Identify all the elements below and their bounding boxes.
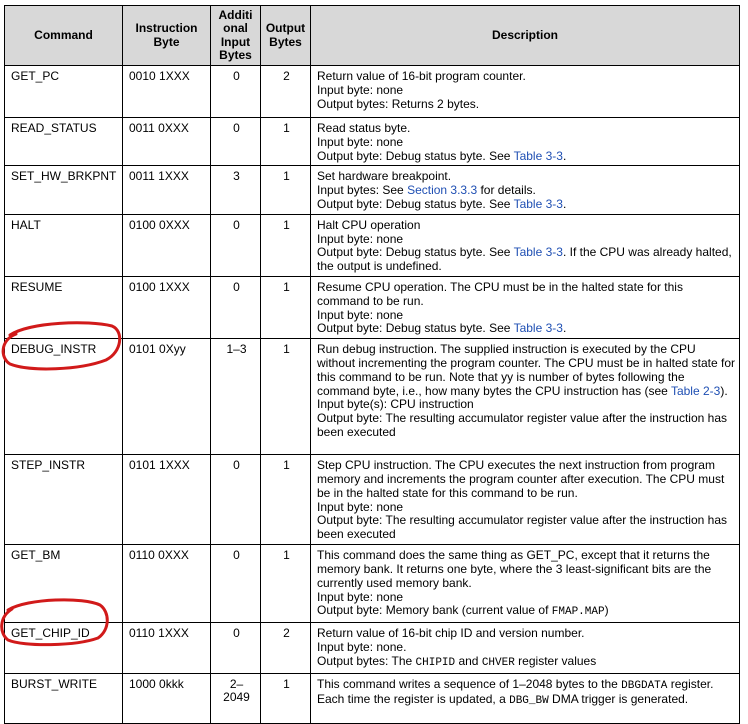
- desc-input: Input byte: none.: [317, 639, 407, 654]
- desc-text: [317, 343, 735, 398]
- desc-text-main: Run debug instruction. The supplied instruction is executed by the CPU without incrementing the program counter. The CPU must be in halted state for this command to be run. Note that yy is number of bytes following the command byte, i.e., how many bytes the CPU instruction has (see: [317, 342, 735, 398]
- desc-text: Read status byte.: [317, 121, 411, 135]
- desc-text-tail: ).: [720, 383, 728, 398]
- input-bytes: 0: [211, 66, 261, 118]
- desc-input-tail: for details.: [477, 183, 536, 198]
- desc-output-text: Output byte: Debug status byte. See: [317, 245, 514, 260]
- header-command: Command: [5, 6, 123, 66]
- desc-input: Input byte: none: [317, 134, 404, 149]
- header-output-bytes: Output Bytes: [261, 6, 311, 66]
- command-name: HALT: [5, 214, 123, 276]
- input-bytes: 1–3: [211, 339, 261, 455]
- desc-output-tail: register values: [514, 653, 597, 668]
- description: [311, 166, 740, 214]
- instruction-byte: 1000 0kkk: [123, 673, 211, 723]
- desc-input: [317, 184, 735, 198]
- command-name: BURST_WRITE: [5, 673, 123, 723]
- description: [311, 339, 740, 455]
- dbgdata-code: DBGDATA: [621, 679, 668, 692]
- output-bytes: 2: [261, 66, 311, 118]
- command-name: READ_STATUS: [5, 118, 123, 166]
- desc-input: Input byte: none: [317, 307, 404, 322]
- command-name: DEBUG_INSTR: [5, 339, 123, 455]
- input-bytes: 0: [211, 276, 261, 338]
- desc-text: Resume CPU operation. The CPU must be in the halted state for this command to be run.: [317, 279, 683, 308]
- command-name: STEP_INSTR: [5, 455, 123, 545]
- output-bytes: 1: [261, 276, 311, 338]
- dbg-bw-code: DBG_BW: [509, 695, 549, 708]
- desc-output-tail: . If the CPU was already halted, the output is undefined.: [317, 245, 732, 274]
- command-name: GET_CHIP_ID: [5, 623, 123, 673]
- desc-text: Set hardware breakpoint.: [317, 169, 452, 184]
- desc-text: Step CPU instruction. The CPU executes the next instruction from program memory and increments the program counter after execution. The CPU must be in the halted state for this command to be run.: [317, 458, 725, 500]
- output-bytes: 2: [261, 623, 311, 673]
- header-instruction-byte: Instruction Byte: [123, 6, 211, 66]
- table-row: [5, 66, 740, 118]
- output-bytes: 1: [261, 545, 311, 623]
- desc-input: Input byte: none: [317, 499, 404, 514]
- desc-input: Input byte: none: [317, 82, 404, 97]
- chver-code: CHVER: [481, 656, 515, 669]
- table-row: [5, 276, 740, 338]
- table-3-3-link[interactable]: Table 3-3: [513, 196, 563, 211]
- input-bytes: 0: [211, 214, 261, 276]
- description: [311, 276, 740, 338]
- command-name: RESUME: [5, 276, 123, 338]
- output-bytes: 1: [261, 339, 311, 455]
- desc-output: [317, 150, 735, 164]
- output-bytes: 1: [261, 214, 311, 276]
- desc-output: [317, 604, 735, 620]
- description: [311, 623, 740, 673]
- desc-output-tail: .: [562, 196, 567, 211]
- instruction-byte: 0101 1XXX: [123, 455, 211, 545]
- fmap-map-code: FMAP.MAP: [551, 606, 605, 619]
- desc-input-text: Input bytes: See: [317, 183, 408, 198]
- description: [311, 545, 740, 623]
- chipid-code: CHIPID: [415, 656, 456, 669]
- instruction-byte: 0011 0XXX: [123, 118, 211, 166]
- desc-text: This command does the same thing as GET_PC, except that it returns the memory bank. It returns one byte, where the 3 least-significant bits are the currently used memory bank.: [317, 548, 712, 590]
- input-bytes: 0: [211, 455, 261, 545]
- output-bytes: 1: [261, 455, 311, 545]
- desc-output: Output byte: The resulting accumulator register value after the instruction has been executed: [317, 411, 727, 439]
- output-bytes: 1: [261, 673, 311, 723]
- table-row: [5, 545, 740, 623]
- input-bytes: 3: [211, 166, 261, 214]
- command-table: [4, 5, 740, 724]
- table-row: [5, 118, 740, 166]
- desc-output-text: Output byte: Memory bank (current value of: [317, 603, 552, 618]
- description: [311, 118, 740, 166]
- table-row: [5, 166, 740, 214]
- command-name: GET_PC: [5, 66, 123, 118]
- desc-input: Input byte: none: [317, 231, 404, 246]
- desc-output: [317, 198, 735, 212]
- desc-output-tail: .: [562, 321, 567, 336]
- instruction-byte: 0011 1XXX: [123, 166, 211, 214]
- command-name: SET_HW_BRKPNT: [5, 166, 123, 214]
- description: [311, 455, 740, 545]
- instruction-byte: 0010 1XXX: [123, 66, 211, 118]
- desc-output-text: Output byte: Debug status byte. See: [317, 321, 514, 336]
- instruction-byte: 0101 0Xyy: [123, 339, 211, 455]
- description: [311, 673, 740, 723]
- desc-text: Return value of 16-bit chip ID and version number.: [317, 626, 585, 641]
- header-description: Description: [311, 6, 740, 66]
- command-name: GET_BM: [5, 545, 123, 623]
- table-3-3-link[interactable]: Table 3-3: [513, 321, 563, 336]
- table-row: [5, 455, 740, 545]
- desc-output-text: Output byte: Debug status byte. See: [317, 196, 514, 211]
- instruction-byte: 0100 0XXX: [123, 214, 211, 276]
- desc-output: [317, 322, 735, 336]
- desc-output-text: Output byte: Debug status byte. See: [317, 148, 514, 163]
- table-row: [5, 339, 740, 455]
- desc-output: Output byte: The resulting accumulator register value after the instruction has been executed: [317, 513, 727, 542]
- instruction-byte: 0110 0XXX: [123, 545, 211, 623]
- output-bytes: 1: [261, 166, 311, 214]
- output-bytes: 1: [261, 118, 311, 166]
- desc-text: [317, 678, 735, 710]
- desc-output-tail: ): [604, 603, 609, 618]
- desc-output-mid: and: [455, 653, 482, 668]
- header-additional-input-bytes: Additi onal Input Bytes: [211, 6, 261, 66]
- table-2-3-link[interactable]: Table 2-3: [670, 383, 721, 398]
- instruction-byte: 0110 1XXX: [123, 623, 211, 673]
- desc-output: Output bytes: Returns 2 bytes.: [317, 96, 480, 111]
- section-3-3-3-link[interactable]: Section 3.3.3: [407, 183, 478, 198]
- desc-output: [317, 655, 735, 671]
- desc-text: Return value of 16-bit program counter.: [317, 69, 526, 83]
- desc-text: Halt CPU operation: [317, 217, 421, 232]
- table-3-3-link[interactable]: Table 3-3: [513, 148, 563, 163]
- input-bytes: 0: [211, 545, 261, 623]
- header-row: [5, 6, 740, 66]
- description: [311, 66, 740, 118]
- input-bytes: 2–2049: [211, 673, 261, 723]
- desc-output-tail: .: [562, 148, 567, 163]
- desc-text-tail: DMA trigger is generated.: [548, 692, 689, 707]
- desc-text-mid: register. Each time the register is updated, a: [317, 676, 714, 707]
- table-row: [5, 673, 740, 723]
- instruction-byte: 0100 1XXX: [123, 276, 211, 338]
- input-bytes: 0: [211, 118, 261, 166]
- table-row: [5, 623, 740, 673]
- table-3-3-link[interactable]: Table 3-3: [513, 245, 563, 260]
- description: [311, 214, 740, 276]
- desc-output-text: Output bytes: The: [317, 653, 416, 668]
- table-row: [5, 214, 740, 276]
- input-bytes: 0: [211, 623, 261, 673]
- desc-output: [317, 246, 735, 274]
- desc-input: Input byte: none: [317, 589, 404, 604]
- desc-input: Input byte(s): CPU instruction: [317, 397, 474, 412]
- desc-text-main: This command writes a sequence of 1–2048 bytes to the: [317, 676, 622, 691]
